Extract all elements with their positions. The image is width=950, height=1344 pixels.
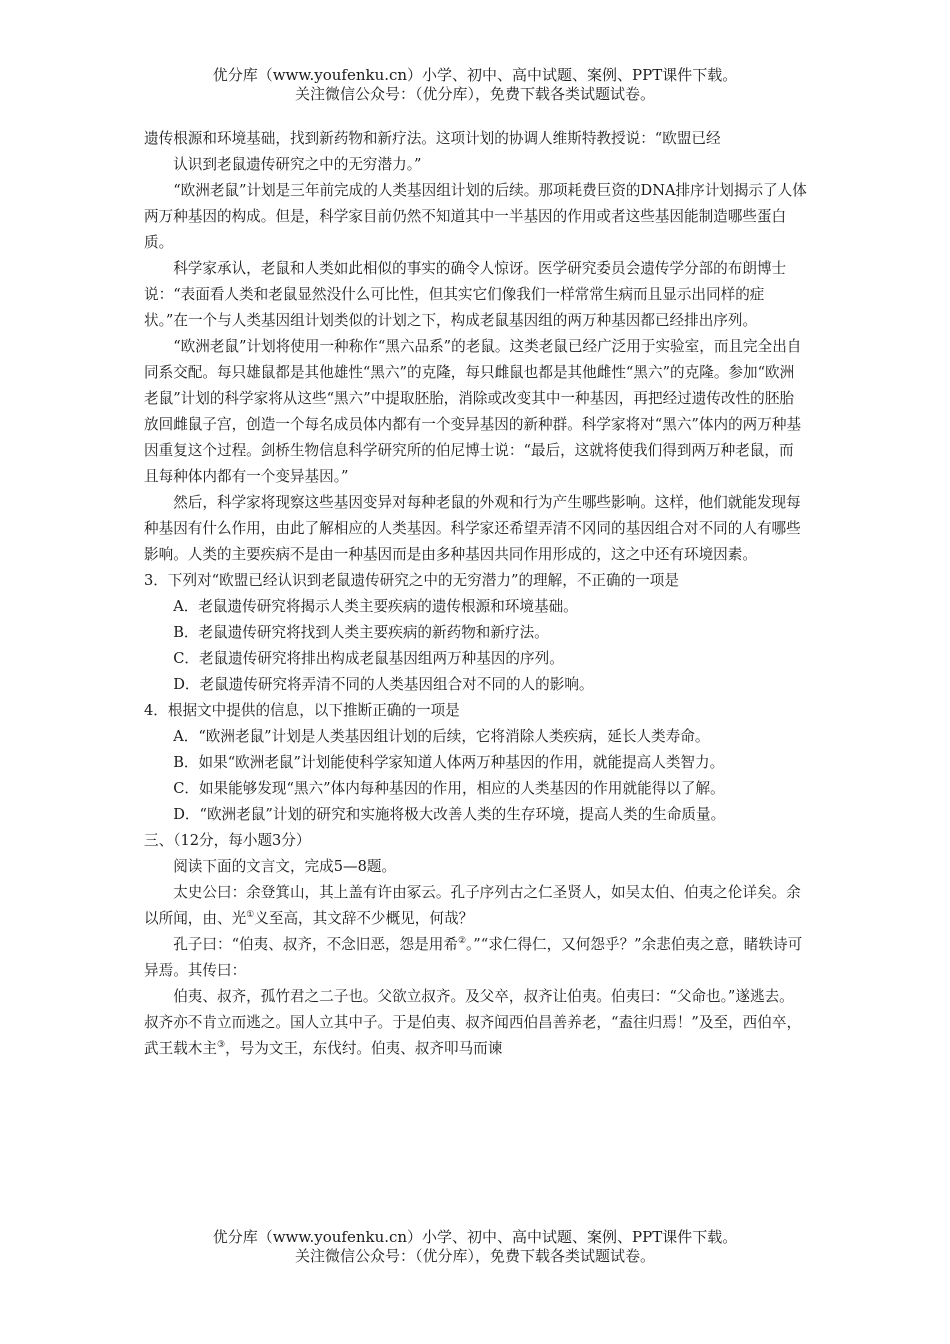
footnote-mark: ③ (216, 1040, 226, 1051)
classical-text: 孔子曰：“伯夷、叔齐，不念旧恶，怨是用希 (173, 936, 458, 953)
classical-text: ，号为文王，东伐纣。伯夷、叔齐叩马而谏 (225, 1040, 503, 1057)
question-3-option-c: C．老鼠遗传研究将排出构成老鼠基因组两万种基因的序列。 (173, 650, 564, 667)
classical-paragraph (144, 932, 808, 984)
section-intro: 阅读下面的文言文，完成5—8题。 (173, 858, 397, 875)
passage-paragraph: “欧洲老鼠”计划是三年前完成的人类基因组计划的后续。那项耗费巨资的DNA排序计划揭示了人体两万种基因的构成。但是，科学家目前仍然不知道其中一半基因的作用或者这些基因能制造哪些蛋白质。 (144, 182, 807, 251)
footer-line-2: 关注微信公众号：（优分库），免费下载各类试题试卷。 (294, 1247, 655, 1265)
classical-paragraph (144, 984, 808, 1062)
page-header (0, 66, 950, 104)
question-3-option-d: D．老鼠遗传研究将弄清不同的人类基因组合对不同的人的影响。 (173, 676, 594, 693)
question-4-option-a: A．“欧洲老鼠”计划是人类基因组计划的后续，它将消除人类疾病，延长人类寿命。 (173, 728, 710, 745)
classical-text: 伯夷、叔齐，孤竹君之二子也。父欲立叔齐。及父卒，叔齐让伯夷。伯夷曰：“父命也。”遂逃去。叔齐亦不肯立而逃之。国人立其中子。于是伯夷、叔齐闻西伯昌善养老，“盍往归焉！”及至，西伯卒，武王载木主 (144, 988, 802, 1057)
question-3-stem: 3．下列对“欧盟已经认识到老鼠遗传研究之中的无穷潜力”的理解，不正确的一项是 (144, 572, 679, 589)
question-4-option-d: D．“欧洲老鼠”计划的研究和实施将极大改善人类的生存环境，提高人类的生命质量。 (173, 806, 726, 823)
classical-text: 。”“求仁得仁，又何怨乎？”余悲伯夷之意，睹轶诗可异焉。其传曰： (144, 936, 803, 979)
question-4-option-c: C．如果能够发现“黑六”体内每种基因的作用，相应的人类基因的作用就能得以了解。 (173, 780, 725, 797)
header-line-2: 关注微信公众号：（优分库），免费下载各类试题试卷。 (294, 85, 655, 103)
classical-paragraph (144, 880, 808, 932)
question-3-option-b: B．老鼠遗传研究将找到人类主要疾病的新药物和新疗法。 (173, 624, 549, 641)
classical-text: 太史公曰：余登箕山，其上盖有许由冢云。孔子序列古之仁圣贤人，如吴太伯、伯夷之伦详矣。余以所闻，由、光 (144, 884, 801, 927)
footnote-mark: ① (246, 910, 255, 921)
footer-line-1: 优分库（www.youfenku.cn）小学、初中、高中试题、案例、PPT课件下载。 (212, 1228, 738, 1246)
question-4-stem: 4．根据文中提供的信息，以下推断正确的一项是 (144, 702, 460, 719)
passage-line: 遗传根源和环境基础，找到新药物和新疗法。这项计划的协调人维斯特教授说：“欧盟已经 (144, 130, 721, 147)
passage-paragraph: 然后，科学家将现察这些基因变异对每种老鼠的外观和行为产生哪些影响。这样，他们就能发现每种基因有什么作用，由此了解相应的人类基因。科学家还希望弄清不冈同的基因组合对不同的人有哪些影响。人类的主要疾病不是由一种基因而是由多种基因共同作用形成的，这之中还有环境因素。 (144, 494, 801, 563)
passage-paragraph: “欧洲老鼠”计划将使用一种称作“黑六品系”的老鼠。这类老鼠已经广泛用于实验室，而且完全出自同系交配。每只雄鼠都是其他雄性“黑六”的克隆，每只雌鼠也都是其他雌性“黑六”的克隆。参加“欧洲老鼠”计划的科学家将从这些“黑六”中提取胚胎，消除或改变其中一种基因，再把经过遗传改性的胚胎放回雌鼠子宫，创造一个每名成员体内都有一个变异基因的新种群。科学家将对“黑六”体内的两万种基因重复这个过程。剑桥生物信息科学研究所的伯尼博士说：“最后，这就将使我们得到两万种老鼠，而且每种体内都有一个变异基因。” (144, 338, 802, 485)
footnote-mark: ② (457, 936, 467, 947)
question-4-option-b: B．如果“欧洲老鼠”计划能使科学家知道人体两万种基因的作用，就能提高人类智力。 (173, 754, 725, 771)
passage-paragraph: 科学家承认，老鼠和人类如此相似的事实的确令人惊讶。医学研究委员会遗传学分部的布朗博士说：“表面看人类和老鼠显然没什么可比性，但其实它们像我们一样常常生病而且显示出同样的症状。”在一个与人类基因组计划类似的计划之下，构成老鼠基因组的两万种基因都已经排出序列。 (144, 260, 787, 329)
document-body (144, 126, 808, 1062)
header-line-1: 优分库（www.youfenku.cn）小学、初中、高中试题、案例、PPT课件下载。 (212, 66, 738, 84)
page-footer (0, 1228, 950, 1266)
passage-line: 认识到老鼠遗传研究之中的无穷潜力。” (173, 156, 422, 173)
classical-text: 义至高，其文辞不少概见，何哉？ (254, 910, 474, 927)
question-3-option-a: A．老鼠遗传研究将揭示人类主要疾病的遗传根源和环境基础。 (173, 598, 578, 615)
section-heading: 三、（12分，每小题3分） (144, 832, 311, 849)
